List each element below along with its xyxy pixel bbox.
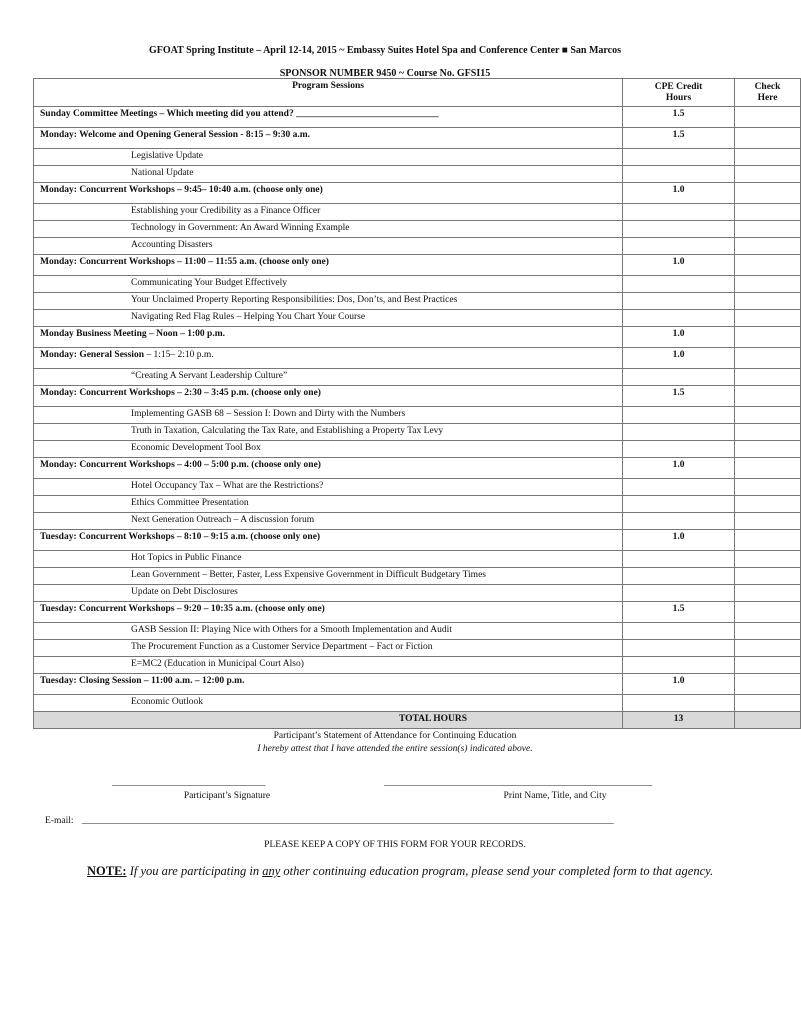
session-title: Monday: Concurrent Workshops – 2:30 – 3:45 p.m. (choose only one) <box>34 386 623 407</box>
cpe-hours-cell: 1.0 <box>623 530 735 551</box>
check-box-cell[interactable] <box>735 204 801 221</box>
option-row <box>34 695 801 712</box>
check-box-cell[interactable] <box>735 293 801 310</box>
cpe-hours-cell <box>623 568 735 585</box>
session-row <box>34 327 801 348</box>
col-header-check-line2: Here <box>757 93 778 103</box>
cpe-hours-cell: 1.0 <box>623 327 735 348</box>
cpe-hours-cell <box>623 551 735 568</box>
cpe-hours-cell <box>623 310 735 327</box>
col-header-cpe <box>623 79 735 107</box>
note-text-before: If you are participating in <box>126 864 263 878</box>
session-title: Tuesday: Concurrent Workshops – 9:20 – 10:35 a.m. (choose only one) <box>34 602 623 623</box>
option-row <box>34 369 801 386</box>
option-row <box>34 551 801 568</box>
option-row <box>34 424 801 441</box>
check-box-cell[interactable] <box>735 424 801 441</box>
cpe-hours-cell <box>623 204 735 221</box>
attestation-text: I hereby attest that I have attended the entire session(s) indicated above. <box>257 744 533 754</box>
session-row <box>34 183 801 204</box>
cpe-hours-cell: 1.5 <box>623 107 735 128</box>
session-option: National Update <box>34 166 623 183</box>
check-box-cell[interactable] <box>735 623 801 640</box>
session-title-bold: Monday: General Session <box>40 350 144 360</box>
note-text-after: other continuing education program, please send your completed form to that agency. <box>280 864 714 878</box>
session-option: Update on Debt Disclosures <box>34 585 623 602</box>
cpe-hours-cell <box>623 695 735 712</box>
option-row <box>34 293 801 310</box>
option-row <box>34 221 801 238</box>
session-option: Lean Government – Better, Faster, Less Expensive Government in Difficult Budgetary Times <box>34 568 623 585</box>
total-check-cell <box>735 712 801 729</box>
option-row <box>34 479 801 496</box>
check-box-cell[interactable] <box>735 149 801 166</box>
email-label: E-mail: <box>45 816 74 826</box>
session-title <box>34 348 623 369</box>
session-option: Technology in Government: An Award Winning Example <box>34 221 623 238</box>
note-emphasis: any <box>262 864 281 878</box>
session-option: Navigating Red Flag Rules – Helping You Chart Your Course <box>34 310 623 327</box>
cpe-hours-cell <box>623 657 735 674</box>
cpe-hours-cell: 1.0 <box>623 458 735 479</box>
cpe-hours-cell <box>623 238 735 255</box>
option-row <box>34 496 801 513</box>
option-row <box>34 204 801 221</box>
print-name-label: Print Name, Title, and City <box>503 791 607 801</box>
option-row <box>34 585 801 602</box>
check-box-cell[interactable] <box>735 530 801 551</box>
cpe-hours-cell <box>623 276 735 293</box>
table-header-row <box>34 79 801 107</box>
cpe-hours-cell <box>623 479 735 496</box>
cpe-hours-cell: 1.0 <box>623 255 735 276</box>
option-row <box>34 276 801 293</box>
session-option: The Procurement Function as a Customer Service Department – Fact or Fiction <box>34 640 623 657</box>
cpe-hours-cell <box>623 513 735 530</box>
check-box-cell[interactable] <box>735 585 801 602</box>
keep-copy-notice: PLEASE KEEP A COPY OF THIS FORM FOR YOUR RECORDS. <box>264 840 526 850</box>
check-box-cell[interactable] <box>735 128 801 149</box>
session-option: “Creating A Servant Leadership Culture” <box>34 369 623 386</box>
check-box-cell[interactable] <box>735 276 801 293</box>
session-option: Next Generation Outreach – A discussion forum <box>34 513 623 530</box>
cpe-hours-cell: 1.5 <box>623 602 735 623</box>
signature-label: Participant’s Signature <box>183 791 271 801</box>
check-box-cell[interactable] <box>735 166 801 183</box>
note-text <box>87 864 713 879</box>
session-option: Ethics Committee Presentation <box>34 496 623 513</box>
total-row <box>34 712 801 729</box>
cpe-hours-cell <box>623 441 735 458</box>
check-box-cell[interactable] <box>735 496 801 513</box>
session-title: Tuesday: Concurrent Workshops – 8:10 – 9:15 a.m. (choose only one) <box>34 530 623 551</box>
col-header-check-line1: Check <box>754 82 781 92</box>
check-box-cell[interactable] <box>735 479 801 496</box>
check-box-cell[interactable] <box>735 386 801 407</box>
session-option: Implementing GASB 68 – Session I: Down and Dirty with the Numbers <box>34 407 623 424</box>
check-box-cell[interactable] <box>735 551 801 568</box>
cpe-hours-cell <box>623 496 735 513</box>
total-hours-label: TOTAL HOURS <box>34 712 623 729</box>
option-row <box>34 166 801 183</box>
print-name-line[interactable]: _______________________________________________________________ <box>384 778 652 788</box>
check-box-cell[interactable] <box>735 255 801 276</box>
cpe-hours-cell <box>623 293 735 310</box>
check-box-cell[interactable] <box>735 348 801 369</box>
session-row <box>34 458 801 479</box>
cpe-hours-cell: 1.0 <box>623 348 735 369</box>
session-title: Monday: Concurrent Workshops – 11:00 – 11:55 a.m. (choose only one) <box>34 255 623 276</box>
option-row <box>34 441 801 458</box>
cpe-hours-cell <box>623 369 735 386</box>
cpe-hours-cell <box>623 221 735 238</box>
session-row <box>34 674 801 695</box>
email-line[interactable]: _____________________________________________________________________________________________________________________________ <box>81 816 614 826</box>
cpe-hours-cell <box>623 585 735 602</box>
check-box-cell[interactable] <box>735 458 801 479</box>
total-hours-value: 13 <box>623 712 735 729</box>
option-row <box>34 238 801 255</box>
option-row <box>34 623 801 640</box>
check-box-cell[interactable] <box>735 238 801 255</box>
check-box-cell[interactable] <box>735 310 801 327</box>
col-header-program: Program Sessions <box>34 79 623 107</box>
option-row <box>34 640 801 657</box>
session-option: E=MC2 (Education in Municipal Court Also) <box>34 657 623 674</box>
session-row <box>34 107 801 128</box>
col-header-cpe-line1: CPE Credit <box>654 82 703 92</box>
check-box-cell[interactable] <box>735 183 801 204</box>
session-option: Communicating Your Budget Effectively <box>34 276 623 293</box>
note-label: NOTE: <box>87 864 127 878</box>
option-row <box>34 310 801 327</box>
session-title: Tuesday: Closing Session – 11:00 a.m. – 12:00 p.m. <box>34 674 623 695</box>
check-box-cell[interactable] <box>735 640 801 657</box>
option-row <box>34 568 801 585</box>
session-option: Accounting Disasters <box>34 238 623 255</box>
cpe-hours-cell: 1.5 <box>623 128 735 149</box>
check-box-cell[interactable] <box>735 695 801 712</box>
session-row <box>34 255 801 276</box>
form-header-title: GFOAT Spring Institute – April 12-14, 2015 ~ Embassy Suites Hotel Spa and Conference Center ■ San Marcos <box>148 45 621 56</box>
session-option: Hot Topics in Public Finance <box>34 551 623 568</box>
cpe-hours-cell <box>623 623 735 640</box>
option-row <box>34 513 801 530</box>
check-box-cell[interactable] <box>735 369 801 386</box>
check-box-cell[interactable] <box>735 513 801 530</box>
cpe-hours-cell <box>623 149 735 166</box>
session-option: Establishing your Credibility as a Finance Officer <box>34 204 623 221</box>
sponsor-number: SPONSOR NUMBER 9450 ~ Course No. GFSI15 <box>279 68 491 79</box>
session-row <box>34 602 801 623</box>
cpe-hours-cell: 1.0 <box>623 674 735 695</box>
session-row <box>34 530 801 551</box>
cpe-hours-cell <box>623 407 735 424</box>
session-title: Monday Business Meeting – Noon – 1:00 p.m. <box>34 327 623 348</box>
session-option: Hotel Occupancy Tax – What are the Restrictions? <box>34 479 623 496</box>
col-header-cpe-line2: Hours <box>665 93 692 103</box>
session-title: Sunday Committee Meetings – Which meeting did you attend? ______________________________ <box>34 107 623 128</box>
col-header-check <box>735 79 801 107</box>
check-box-cell[interactable] <box>735 441 801 458</box>
check-box-cell[interactable] <box>735 327 801 348</box>
option-row <box>34 149 801 166</box>
cpe-hours-cell: 1.0 <box>623 183 735 204</box>
program-sessions-table <box>33 78 801 729</box>
check-box-cell[interactable] <box>735 674 801 695</box>
session-option: Your Unclaimed Property Reporting Responsibilities: Dos, Don’ts, and Best Practices <box>34 293 623 310</box>
signature-line[interactable]: ____________________________________ <box>112 778 265 788</box>
session-title: Monday: Concurrent Workshops – 9:45– 10:40 a.m. (choose only one) <box>34 183 623 204</box>
email-field[interactable] <box>45 816 613 826</box>
check-box-cell[interactable] <box>735 407 801 424</box>
check-box-cell[interactable] <box>735 657 801 674</box>
check-box-cell[interactable] <box>735 602 801 623</box>
session-option: Legislative Update <box>34 149 623 166</box>
option-row <box>34 407 801 424</box>
check-box-cell[interactable] <box>735 221 801 238</box>
statement-title: Participant’s Statement of Attendance for Continuing Education <box>273 731 517 741</box>
cpe-hours-cell <box>623 166 735 183</box>
option-row <box>34 657 801 674</box>
session-row <box>34 386 801 407</box>
session-option: Economic Outlook <box>34 695 623 712</box>
cpe-hours-cell <box>623 424 735 441</box>
session-option: Economic Development Tool Box <box>34 441 623 458</box>
session-row <box>34 348 801 369</box>
check-box-cell[interactable] <box>735 107 801 128</box>
session-option: GASB Session II: Playing Nice with Others for a Smooth Implementation and Audit <box>34 623 623 640</box>
session-title-time: – 1:15– 2:10 p.m. <box>143 350 214 360</box>
session-row <box>34 128 801 149</box>
session-option: Truth in Taxation, Calculating the Tax Rate, and Establishing a Property Tax Levy <box>34 424 623 441</box>
check-box-cell[interactable] <box>735 568 801 585</box>
cpe-hours-cell: 1.5 <box>623 386 735 407</box>
cpe-hours-cell <box>623 640 735 657</box>
session-title: Monday: Concurrent Workshops – 4:00 – 5:00 p.m. (choose only one) <box>34 458 623 479</box>
session-title: Monday: Welcome and Opening General Session - 8:15 – 9:30 a.m. <box>34 128 623 149</box>
